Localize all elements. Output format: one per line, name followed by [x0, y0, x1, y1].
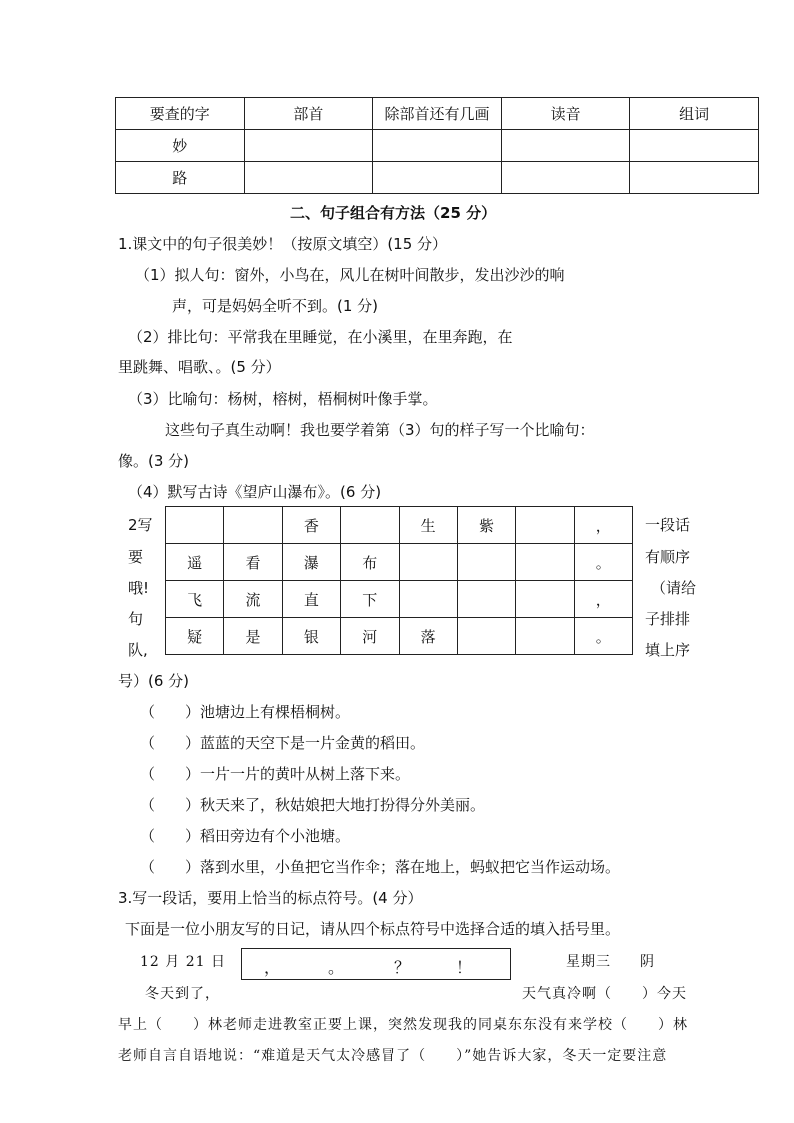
punctuation-options-box — [241, 948, 511, 980]
q1-part2-line2: 里跳舞、唱歌、。(5 分） — [118, 358, 281, 376]
poem-cell: 。 — [574, 544, 632, 581]
poem-cell[interactable] — [341, 507, 399, 544]
poem-cell: 飞 — [166, 581, 224, 618]
poem-cell[interactable] — [457, 544, 515, 581]
poem-cell[interactable] — [516, 507, 574, 544]
table-header-row — [116, 98, 759, 130]
poem-row — [166, 507, 633, 544]
punctuation-question: ？ — [394, 958, 411, 977]
poem-cell[interactable] — [166, 507, 224, 544]
poem-grid — [165, 506, 633, 655]
blank-cell[interactable] — [244, 162, 373, 194]
character-lookup-table — [115, 97, 759, 194]
header-cell: 读音 — [501, 98, 630, 130]
poem-row — [166, 544, 633, 581]
poem-cell: 疑 — [166, 618, 224, 655]
q1-part4: （4）默写古诗《望庐山瀑布》。(6 分) — [128, 483, 382, 501]
order-item[interactable]: （ ）稻田旁边有个小池塘。 — [140, 827, 351, 845]
q2-right-fragment: 有顺序 — [645, 548, 691, 566]
section-title: 二、句子组合有方法（25 分） — [290, 204, 497, 222]
poem-cell[interactable] — [457, 618, 515, 655]
q1-part1-line1: （1）拟人句：窗外，小鸟在，风儿在树叶间散步，发出沙沙的响 — [135, 266, 565, 284]
poem-cell: 银 — [282, 618, 340, 655]
poem-cell[interactable] — [399, 581, 457, 618]
order-item[interactable]: （ ）落到水里，小鱼把它当作伞；落在地上，蚂蚁把它当作运动场。 — [140, 858, 621, 876]
diary-line: 冬天到了， — [145, 986, 220, 1002]
poem-cell: ， — [574, 581, 632, 618]
poem-cell[interactable] — [457, 581, 515, 618]
order-item[interactable]: （ ）蓝蓝的天空下是一片金黄的稻田。 — [140, 734, 426, 752]
table-row — [116, 130, 759, 162]
poem-cell: ， — [574, 507, 632, 544]
poem-cell: 生 — [399, 507, 457, 544]
q2-left-fragment: 句 — [128, 610, 144, 628]
table-cell: 路 — [116, 162, 245, 194]
poem-cell: 看 — [224, 544, 282, 581]
q2-left-fragment: 队, — [128, 641, 148, 659]
poem-cell: 紫 — [457, 507, 515, 544]
poem-cell[interactable] — [516, 544, 574, 581]
blank-cell[interactable] — [501, 130, 630, 162]
q3-title: 3.写一段话，要用上恰当的标点符号。(4 分） — [118, 889, 423, 907]
q2-left-fragment: 2写 — [128, 516, 153, 534]
diary-date: 12 月 21 日 — [140, 954, 226, 970]
punctuation-period: 。 — [328, 958, 345, 977]
poem-cell[interactable] — [516, 581, 574, 618]
q1-part3-answer: 像。(3 分) — [118, 452, 190, 470]
poem-cell: 流 — [224, 581, 282, 618]
poem-cell: 落 — [399, 618, 457, 655]
poem-cell: 。 — [574, 618, 632, 655]
punctuation-comma: ， — [264, 958, 281, 977]
poem-cell: 布 — [341, 544, 399, 581]
header-cell: 除部首还有几画 — [373, 98, 502, 130]
q2-right-fragment: 一段话 — [645, 516, 691, 534]
poem-cell[interactable] — [224, 507, 282, 544]
poem-cell[interactable] — [516, 618, 574, 655]
blank-cell[interactable] — [244, 130, 373, 162]
table-row — [116, 162, 759, 194]
diary-line[interactable]: 老师自言自语地说：“难道是天气太冷感冒了（ ）”她告诉大家，冬天一定要注意 — [118, 1048, 668, 1064]
blank-cell[interactable] — [373, 162, 502, 194]
order-item[interactable]: （ ）一片一片的黄叶从树上落下来。 — [140, 765, 411, 783]
q2-left-fragment: 要 — [128, 548, 144, 566]
order-item[interactable]: （ ）秋天来了，秋姑娘把大地打扮得分外美丽。 — [140, 796, 486, 814]
poem-row — [166, 581, 633, 618]
q1-part1-line2: 声，可是妈妈全听不到。(1 分) — [172, 297, 379, 315]
table-cell: 妙 — [116, 130, 245, 162]
punctuation-exclamation: ！ — [456, 958, 473, 977]
poem-row — [166, 618, 633, 655]
q3-instruction: 下面是一位小朋友写的日记，请从四个标点符号中选择合适的填入括号里。 — [125, 920, 621, 938]
poem-cell: 直 — [282, 581, 340, 618]
blank-cell[interactable] — [373, 130, 502, 162]
order-item[interactable]: （ ）池塘边上有棵梧桐树。 — [140, 703, 351, 721]
diary-line[interactable]: 早上（ ）林老师走进教室正要上课，突然发现我的同桌东东没有来学校（ ）林 — [118, 1017, 688, 1033]
poem-cell: 是 — [224, 618, 282, 655]
poem-cell: 下 — [341, 581, 399, 618]
diary-weekday: 星期三 — [566, 954, 611, 970]
blank-cell[interactable] — [630, 130, 759, 162]
q2-right-fragment: 填上序 — [645, 641, 691, 659]
blank-cell[interactable] — [501, 162, 630, 194]
q1-part3: （3）比喻句：杨树，榕树，梧桐树叶像手掌。 — [128, 390, 438, 408]
header-cell: 组词 — [630, 98, 759, 130]
q1-part3-note: 这些句子真生动啊！我也要学着第（3）句的样子写一个比喻句： — [165, 421, 595, 439]
q1-part2-line1: （2）排比句：平常我在里睡觉，在小溪里，在里奔跑，在 — [128, 328, 513, 346]
q2-score: 号）(6 分) — [118, 672, 190, 690]
poem-cell: 遥 — [166, 544, 224, 581]
poem-cell: 河 — [341, 618, 399, 655]
header-cell: 要查的字 — [116, 98, 245, 130]
poem-cell: 瀑 — [282, 544, 340, 581]
diary-line[interactable]: 天气真冷啊（ ）今天 — [522, 986, 687, 1002]
q2-right-fragment: 子排排 — [645, 610, 691, 628]
header-cell: 部首 — [244, 98, 373, 130]
q1-title: 1.课文中的句子很美妙！（按原文填空）(15 分） — [118, 235, 448, 253]
q2-right-fragment: （请给 — [651, 579, 697, 597]
poem-cell[interactable] — [399, 544, 457, 581]
blank-cell[interactable] — [630, 162, 759, 194]
poem-cell: 香 — [282, 507, 340, 544]
diary-weather: 阴 — [640, 954, 655, 970]
q2-left-fragment: 哦! — [128, 579, 150, 597]
